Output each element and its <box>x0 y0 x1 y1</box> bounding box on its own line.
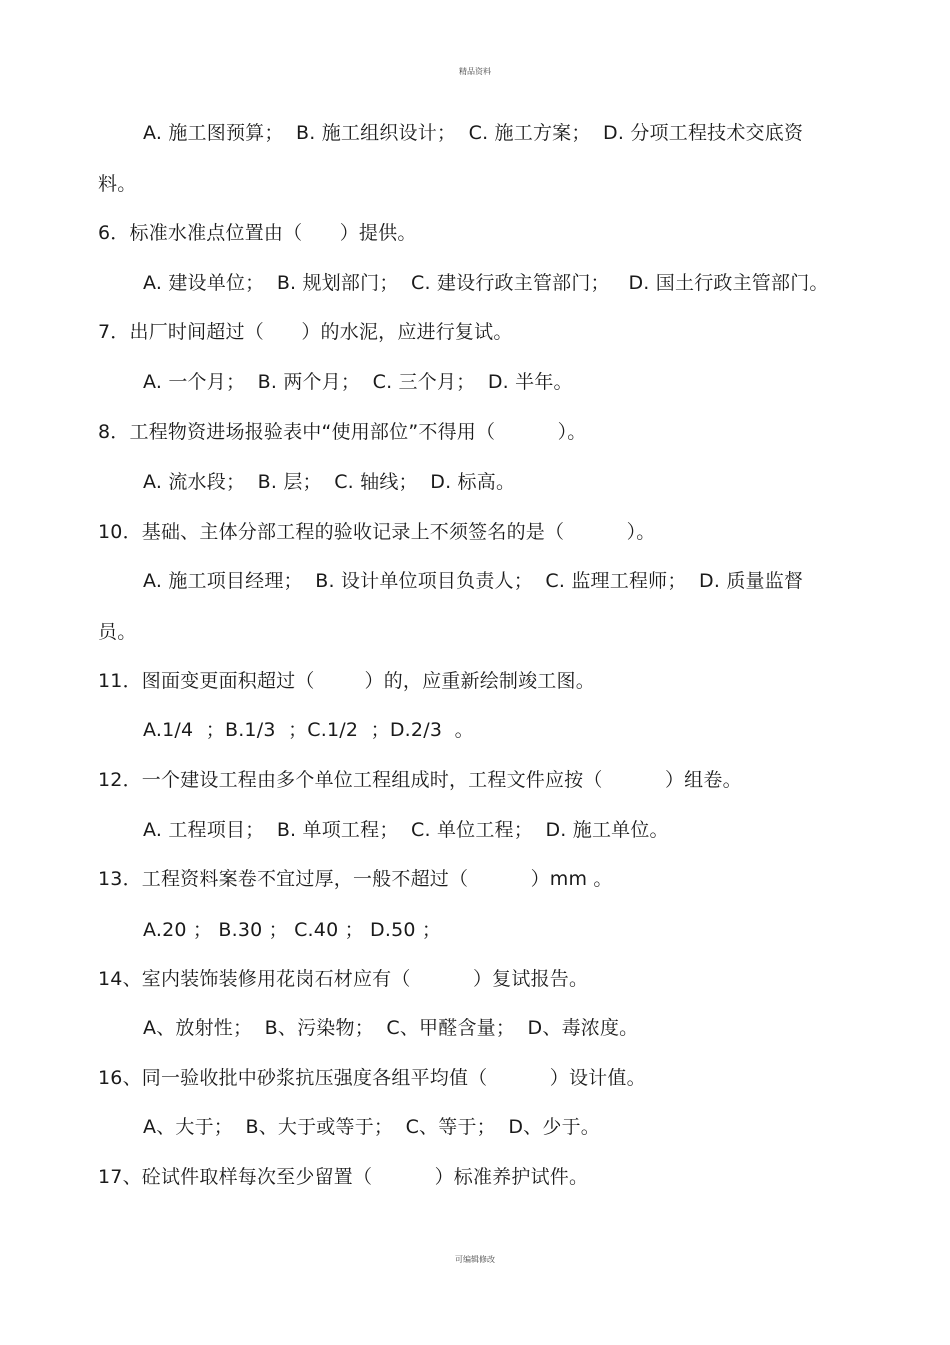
question-12-options: A. 工程项目； B. 单项工程； C. 单位工程； D. 施工单位。 <box>143 819 669 841</box>
question-5-options-continued: 料。 <box>98 173 137 195</box>
question-14-options: A、放射性； B、污染物； C、甲醛含量； D、毒浓度。 <box>143 1017 639 1039</box>
question-6: 6．标准水准点位置由（ ）提供。 <box>98 222 417 244</box>
question-8: 8．工程物资进场报验表中“使用部位”不得用（ ）。 <box>98 421 587 443</box>
question-13-options: A.20 ； B.30 ； C.40 ； D.50 ； <box>143 919 442 941</box>
question-14: 14、室内装饰装修用花岗石材应有（ ）复试报告。 <box>98 968 589 990</box>
question-17: 17、砼试件取样每次至少留置（ ）标准养护试件。 <box>98 1166 589 1188</box>
question-10-options: A. 施工项目经理； B. 设计单位项目负责人； C. 监理工程师； D. 质量监督 <box>143 570 804 592</box>
question-16: 16、同一验收批中砂浆抗压强度各组平均值（ ）设计值。 <box>98 1067 646 1089</box>
question-16-options: A、大于； B、大于或等于； C、等于； D、少于。 <box>143 1116 600 1138</box>
question-11: 11．图面变更面积超过（ ）的，应重新绘制竣工图。 <box>98 670 595 692</box>
question-5-options: A. 施工图预算； B. 施工组织设计； C. 施工方案； D. 分项工程技术交底资 <box>143 122 804 144</box>
question-13: 13．工程资料案卷不宜过厚，一般不超过（ ）mm 。 <box>98 868 613 890</box>
question-11-options: A.1/4 ；B.1/3 ；C.1/2 ；D.2/3 。 <box>143 719 474 741</box>
page-header: 精品资料 <box>459 67 491 76</box>
page-footer: 可编辑修改 <box>455 1255 495 1264</box>
question-10-options-continued: 员。 <box>98 621 137 643</box>
question-10: 10．基础、主体分部工程的验收记录上不须签名的是（ ）。 <box>98 521 656 543</box>
question-7: 7．出厂时间超过（ ）的水泥，应进行复试。 <box>98 321 513 343</box>
question-12: 12．一个建设工程由多个单位工程组成时，工程文件应按（ ）组卷。 <box>98 769 742 791</box>
question-7-options: A. 一个月； B. 两个月； C. 三个月； D. 半年。 <box>143 371 573 393</box>
question-6-options: A. 建设单位； B. 规划部门； C. 建设行政主管部门； D. 国土行政主管部门。 <box>143 272 829 294</box>
question-8-options: A. 流水段； B. 层； C. 轴线； D. 标高。 <box>143 471 516 493</box>
